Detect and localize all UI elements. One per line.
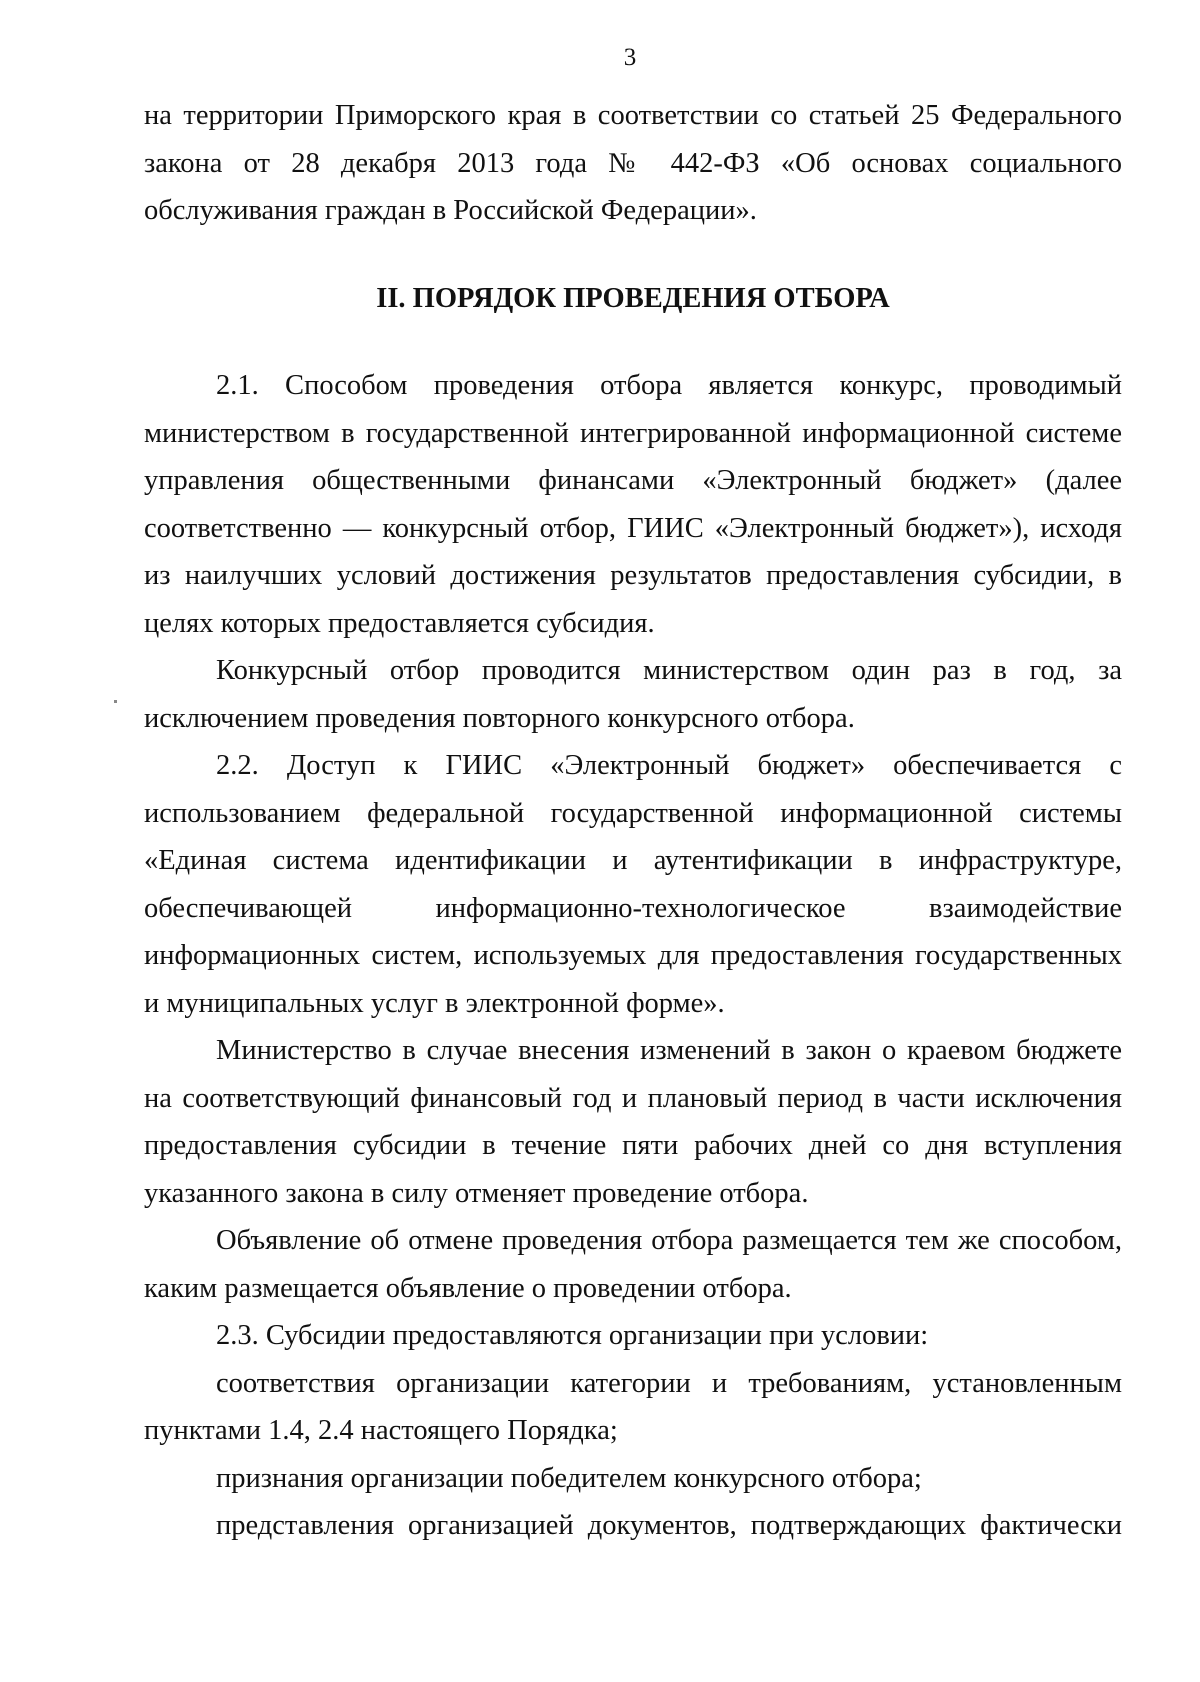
paragraph-2-2: 2.2. Доступ к ГИИС «Электронный бюджет» обеспечивается с использованием федеральной государственной информационной системы «Единая система идентификации и аутентификации в инфраструктуре, обеспечивающей информационно-технологическое взаимодействие информационных систем, используемых для предоставления государственных и муниципальных услуг в электронной форме». — [144, 750, 1122, 1019]
list-item-compliance: соответствия организации категории и требованиям, установленным пунктами 1.4, 2.4 настоящего Порядка; — [144, 1367, 1122, 1446]
section-heading: II. ПОРЯДОК ПРОВЕДЕНИЯ ОТБОРА — [376, 282, 890, 314]
paragraph-selection-frequency: Конкурсный отбор проводится министерством один раз в год, за исключением проведения повторного конкурсного отбора. — [144, 655, 1122, 734]
paragraph-ministry-cancel: Министерство в случае внесения изменений в закон о краевом бюджете на соответствующий финансовый год и плановый период в части исключения предоставления субсидии в течение пяти рабочих дней со дня вступления указанного закона в силу отменяет проведение отбора. — [144, 1035, 1122, 1209]
list-item-winner: признания организации победителем конкурсного отбора; — [216, 1462, 922, 1494]
list-item-documents: представления организацией документов, подтверждающих фактически — [216, 1510, 1122, 1541]
document-body — [144, 92, 1122, 1550]
scan-speck — [114, 700, 117, 703]
paragraph-cancel-announcement: Объявление об отмене проведения отбора размещается тем же способом, каким размещается объявление о проведении отбора. — [144, 1225, 1122, 1304]
intro-paragraph: на территории Приморского края в соответствии со статьей 25 Федерального закона от 28 декабря 2013 года № 442-ФЗ «Об основах социального обслуживания граждан в Российской Федерации». — [144, 100, 1122, 226]
paragraph-2-3: 2.3. Субсидии предоставляются организации при условии: — [216, 1320, 929, 1351]
paragraph-2-1: 2.1. Способом проведения отбора является конкурс, проводимый министерством в государственной интегрированной информационной системе управления общественными финансами «Электронный бюджет» (далее соответственно — конкурсный отбор, ГИИС «Электронный бюджет»), исходя из наилучших условий достижения результатов предоставления субсидии, в целях которых предоставляется субсидия. — [144, 370, 1122, 639]
page-number: 3 — [623, 44, 637, 71]
